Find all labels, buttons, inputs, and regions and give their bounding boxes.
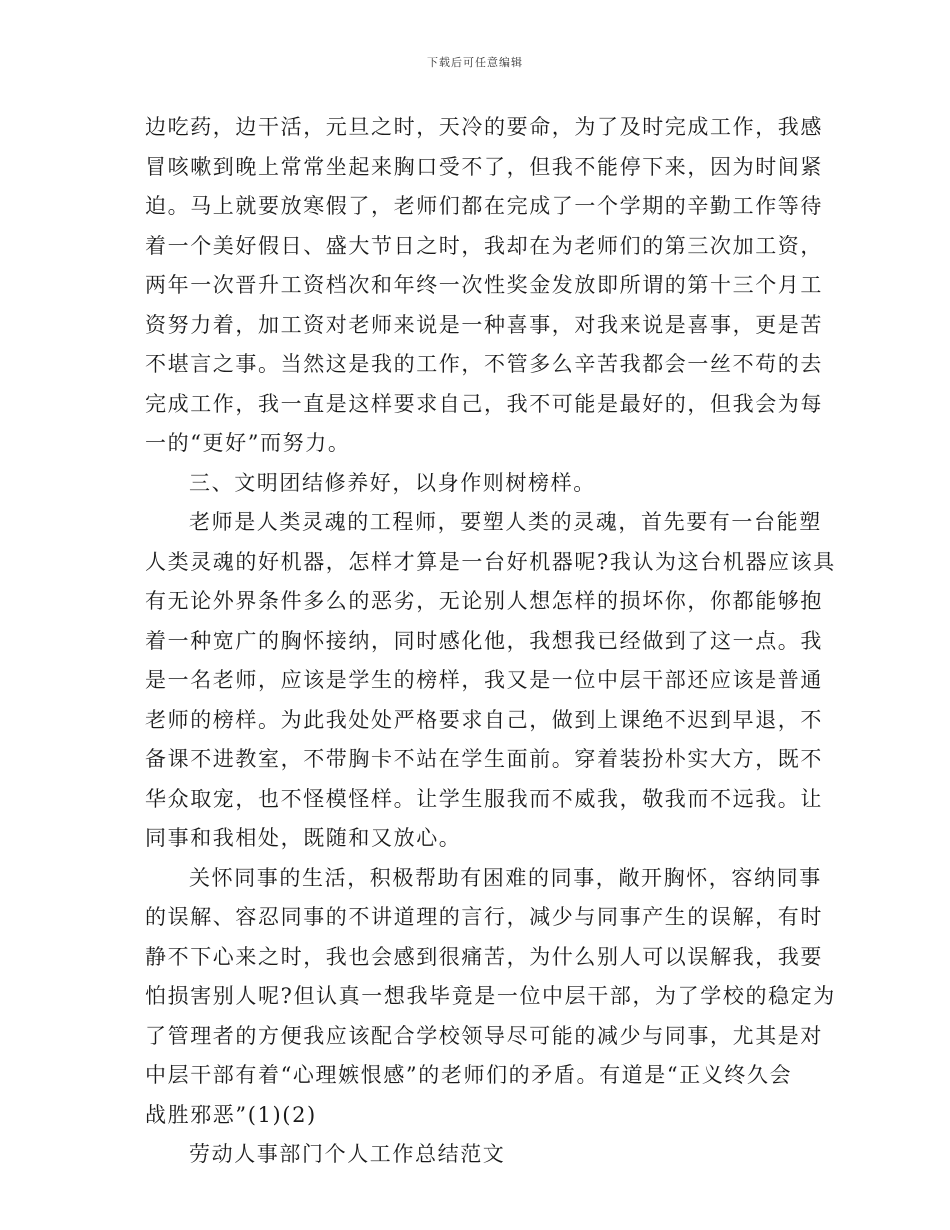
- text-line: 迫。马上就要放寒假了，老师们都在完成了一个学期的辛勤工作等待: [145, 194, 823, 218]
- text-line: 的误解、容忍同事的不讲道理的言行，减少与同事产生的误解，有时: [145, 905, 823, 929]
- text-line: 边吃药，边干活，元旦之时，天冷的要命，为了及时完成工作，我感: [145, 115, 823, 139]
- text-line: 老师的榜样。为此我处处严格要求自己，做到上课绝不迟到早退，不: [145, 707, 823, 732]
- text-line: 完成工作，我一直是这样要求自己，我不可能是最好的，但我会为每: [145, 391, 823, 416]
- text-line: 劳动人事部门个人工作总结范文: [189, 1142, 506, 1166]
- text-line: 一的“更好”而努力。: [145, 431, 351, 455]
- text-line: 怕损害别人呢?但认真一想我毕竟是一位中层干部，为了学校的稳定为: [145, 984, 836, 1008]
- text-line: 静不下心来之时，我也会感到很痛苦，为什么别人可以误解我，我要: [145, 944, 823, 969]
- text-line: 有无论外界条件多么的恶劣，无论别人想怎样的损坏你，你都能够抱: [145, 589, 823, 613]
- text-line: 关怀同事的生活，积极帮助有困难的同事，敞开胸怀，容纳同事: [189, 865, 822, 890]
- text-line: 备课不进教室，不带胸卡不站在学生面前。穿着装扮朴实大方，既不: [145, 747, 823, 771]
- text-line: 冒咳嗽到晚上常常坐起来胸口受不了，但我不能停下来，因为时间紧: [145, 154, 823, 179]
- text-line: 战胜邪恶”(1)(2): [145, 1102, 317, 1127]
- text-line: 华众取宠，也不怪模怪样。让学生服我而不威我，敬我而不远我。让: [145, 786, 823, 811]
- text-line: 着一种宽广的胸怀接纳，同时感化他，我想我已经做到了这一点。我: [145, 628, 823, 653]
- text-line: 不堪言之事。当然这是我的工作，不管多么辛苦我都会一丝不苟的去: [145, 352, 823, 376]
- text-line: 两年一次晋升工资档次和年终一次性奖金发放即所谓的第十三个月工: [145, 273, 823, 297]
- text-line: 三、文明团结修养好，以身作则树榜样。: [189, 470, 596, 495]
- text-line: 资努力着，加工资对老师来说是一种喜事，对我来说是喜事，更是苦: [145, 312, 823, 337]
- header-note: 下载后可任意编辑: [427, 56, 523, 69]
- text-line: 是一名老师，应该是学生的榜样，我又是一位中层干部还应该是普通: [145, 668, 823, 692]
- body-text: [145, 108, 836, 1175]
- text-line: 同事和我相处，既随和又放心。: [145, 826, 462, 850]
- text-line: 中层干部有着“心理嫉恨感”的老师们的矛盾。有道是“正义终久会: [145, 1063, 793, 1087]
- text-line: 了管理者的方便我应该配合学校领导尽可能的减少与同事，尤其是对: [145, 1023, 823, 1048]
- text-line: 人类灵魂的好机器，怎样才算是一台好机器呢?我认为这台机器应该具: [145, 549, 836, 574]
- text-line: 着一个美好假日、盛大节日之时，我却在为老师们的第三次加工资，: [145, 233, 823, 258]
- text-line: 老师是人类灵魂的工程师，要塑人类的灵魂，首先要有一台能塑: [189, 510, 822, 534]
